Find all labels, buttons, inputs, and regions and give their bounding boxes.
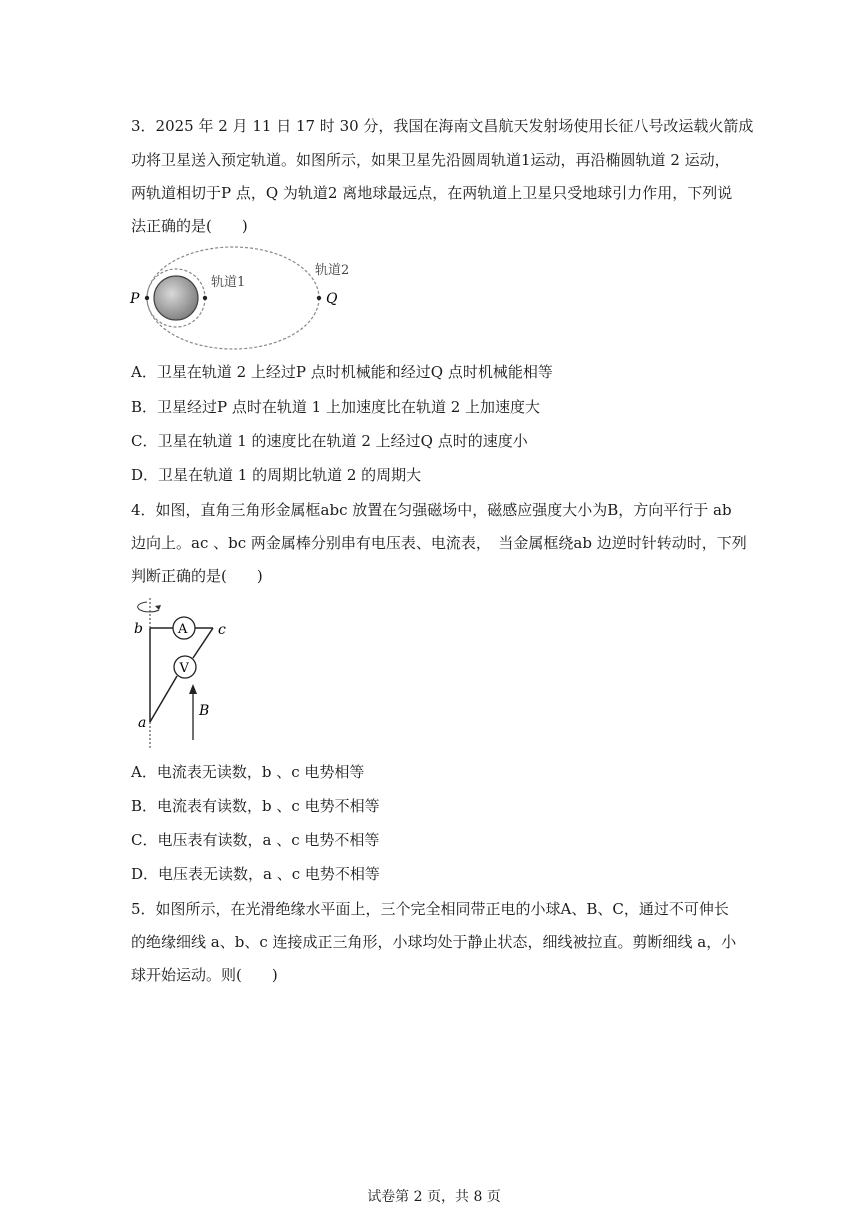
- svg-text:A: A: [178, 622, 188, 637]
- earth: [154, 276, 198, 320]
- rotation-arrow: [138, 602, 159, 612]
- label-orbit2: 轨道2: [315, 263, 350, 278]
- q5-line-3: 球开始运动。则( ): [131, 966, 278, 984]
- q4-option-a[interactable]: A．电流表无读数，b 、c 电势相等: [131, 763, 365, 781]
- page-footer: 试卷第 2 页，共 8 页: [367, 1189, 501, 1205]
- label-b: b: [134, 621, 143, 637]
- label-B: B: [199, 703, 210, 719]
- label-P: P: [130, 291, 140, 307]
- label-c: c: [218, 622, 226, 638]
- q4-line-2: 边向上。ac 、bc 两金属棒分别串有电压表、电流表， 当金属框绕ab 边逆时针转动时，下列: [131, 534, 747, 552]
- q4-line-3: 判断正确的是( ): [131, 567, 263, 585]
- label-orbit1: 轨道1: [211, 275, 246, 290]
- q5-line-1: 5．如图所示，在光滑绝缘水平面上，三个完全相同带正电的小球A、B、C，通过不可伸长: [131, 900, 729, 918]
- q4-line-1: 4．如图，直角三角形金属框abc 放置在匀强磁场中，磁感应强度大小为B，方向平行于 ab: [131, 501, 732, 519]
- triangle-frame-figure: [125, 594, 245, 754]
- orbit1-right-point: [203, 296, 207, 300]
- svg-text:V: V: [179, 661, 189, 676]
- q4-option-b[interactable]: B．电流表有读数，b 、c 电势不相等: [131, 797, 380, 815]
- q4-option-c[interactable]: C．电压表有读数，a 、c 电势不相等: [131, 831, 380, 849]
- q3-option-d[interactable]: D．卫星在轨道 1 的周期比轨道 2 的周期大: [131, 466, 422, 484]
- label-Q: Q: [326, 291, 338, 307]
- edge-ca: [193, 628, 213, 658]
- label-a: a: [138, 715, 147, 731]
- q3-line-1: 3．2025 年 2 月 11 日 17 时 30 分，我国在海南文昌航天发射场使用长征八号改运载火箭成: [131, 117, 754, 135]
- q3-line-2: 功将卫星送入预定轨道。如图所示，如果卫星先沿圆周轨道1运动，再沿椭圆轨道 2 运动，: [131, 151, 730, 169]
- q4-option-d[interactable]: D．电压表无读数，a 、c 电势不相等: [131, 865, 380, 883]
- q5-line-2: 的绝缘细线 a、b、c 连接成正三角形，小球均处于静止状态，细线被拉直。剪断细线 a，小: [131, 933, 737, 951]
- orbit-figure: [125, 244, 365, 364]
- q3-line-4: 法正确的是( ): [131, 217, 248, 235]
- q3-line-3: 两轨道相切于P 点，Q 为轨道2 离地球最远点，在两轨道上卫星只受地球引力作用，下列说: [131, 184, 733, 202]
- point-Q: [317, 296, 321, 300]
- q3-option-a[interactable]: A．卫星在轨道 2 上经过P 点时机械能和经过Q 点时机械能相等: [131, 363, 553, 381]
- q3-option-b[interactable]: B．卫星经过P 点时在轨道 1 上加速度比在轨道 2 上加速度大: [131, 398, 541, 416]
- q3-option-c[interactable]: C．卫星在轨道 1 的速度比在轨道 2 上经过Q 点时的速度小: [131, 432, 528, 450]
- point-P: [145, 296, 149, 300]
